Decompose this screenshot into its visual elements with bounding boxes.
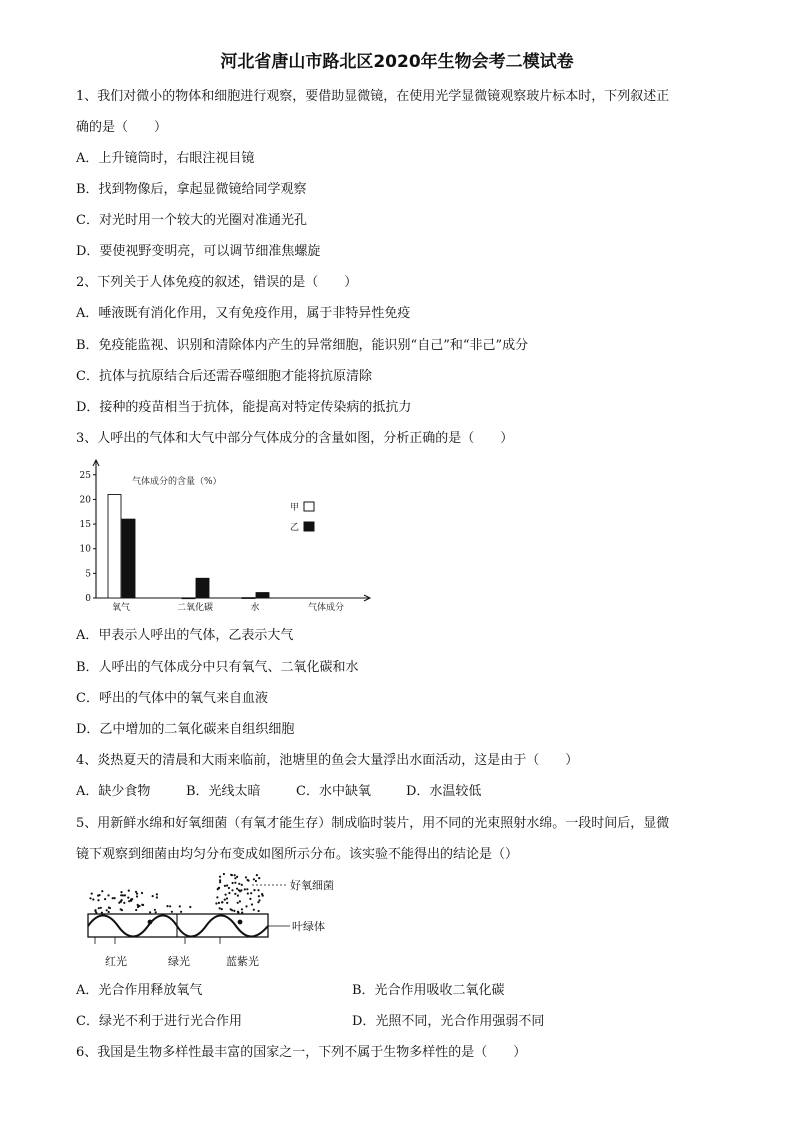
q2-option-d: D．接种的疫苗相当于抗体，能提高对特定传染病的抵抗力 [76,400,412,415]
q4-option-a: A．缺少食物 [76,784,151,799]
bacterium-dot [106,909,108,911]
bar-jia-2 [242,598,255,599]
bacterium-dot [226,902,228,904]
bacterium-dot [221,901,223,903]
bacterium-dot [244,888,246,890]
legend-swatch [304,522,314,531]
bacterium-dot [257,889,259,891]
bacterium-dot [234,893,236,895]
spirogyra-figure [80,872,370,972]
bacterium-dot [228,892,230,894]
q5-option-c: C．绿光不利于进行光合作用 [76,1014,242,1029]
bacterium-dot [100,907,102,909]
bacterium-dot [236,888,238,890]
q1-option-d: D．要使视野变明亮，可以调节细准焦螺旋 [76,244,321,259]
bar-jia-0 [108,495,121,599]
q2-option-a: A．唾液既有消化作用，又有免疫作用，属于非特异性免疫 [76,306,411,321]
q5-option-a: A．光合作用释放氧气 [76,983,203,998]
legend-swatch [304,502,314,511]
bacterium-dot [216,896,218,898]
bacterium-dot [91,893,93,895]
bacterium-dot [130,900,132,902]
bacterium-dot [121,909,123,911]
bacterium-dot [166,905,168,907]
bacterium-dot [219,876,221,878]
bacteria-dots [89,873,263,914]
bar-yi-2 [256,593,269,598]
bacterium-dot [219,907,221,909]
bacterium-dot [247,892,249,894]
legend-label: 乙 [290,523,300,533]
bacterium-dot [112,897,114,899]
bacterium-dot [233,910,235,912]
bacterium-dot [253,878,255,880]
q2-option-c: C．抗体与抗原结合后还需吞噬细胞才能将抗原清除 [76,369,372,384]
bacterium-dot [234,874,236,876]
q1-option-c: C．对光时用一个较大的光圈对准通光孔 [76,213,307,228]
bacterium-dot [253,909,255,911]
bacterium-dot [138,905,140,907]
bacterium-dot [107,894,109,896]
bacterium-dot [127,897,129,899]
bacterium-dot [234,882,236,884]
bacterium-dot [246,888,248,890]
bacterium-dot [171,911,173,913]
gas-composition-chart [70,455,380,620]
spiral-chloroplast [88,916,268,937]
bacterium-dot [250,892,252,894]
bacterium-dot [232,882,234,884]
bacterium-dot [247,880,249,882]
bacterium-dot [258,895,260,897]
page-title: 河北省唐山市路北区2020年生物会考二模试卷 [220,52,574,72]
x-category-label: 氧气 [111,603,131,613]
bacterium-dot [224,885,226,887]
spirogyra-filament [88,914,268,937]
bacterium-dot [108,907,110,909]
bacterium-dot [169,905,171,907]
bacterium-dot [239,900,241,902]
chart-xlabel: 气体成分 [308,603,345,613]
bacterium-dot [230,908,232,910]
q6-stem: 6、我国是生物多样性最丰富的国家之一，下列不属于生物多样性的是（ ） [76,1045,527,1060]
y-tick-label: 10 [79,544,91,555]
q1-stem-line1: 1、我们对微小的物体和细胞进行观察，要借助显微镜，在使用光学显微镜观察玻片标本时，下列叙述正 [76,89,670,104]
bacterium-dot [241,908,243,910]
bacterium-dot [141,892,143,894]
q3-option-b: B．人呼出的气体成分中只有氧气、二氧化碳和水 [76,660,359,675]
bacterium-dot [249,898,251,900]
chart-legend [290,502,314,533]
q4-option-c: C．水中缺氧 [296,784,371,799]
y-tick-label: 25 [79,470,91,481]
bacterium-dot [98,907,100,909]
bacterium-dot [217,888,219,890]
bar-yi-0 [122,519,135,598]
bacterium-dot [237,902,239,904]
bacterium-dot [237,895,239,897]
bacterium-dot [218,902,220,904]
bacterium-dot [245,876,247,878]
bacterium-dot [189,906,191,908]
legend-label: 甲 [290,503,300,513]
bar-yi-1 [196,578,209,598]
q3-stem: 3、人呼出的气体和大气中部分气体成分的含量如图，分析正确的是（ ） [76,431,514,446]
bacterium-dot [97,899,99,901]
bacterium-dot [89,897,91,899]
bacterium-dot [124,894,126,896]
bacterium-dot [226,884,228,886]
q4-option-b: B．光线太暗 [186,784,261,799]
bacterium-dot [251,903,253,905]
q1-option-b: B．找到物像后，拿起显微镜给同学观察 [76,182,307,197]
x-category-label: 二氧化碳 [176,603,214,613]
q5-stem-line1: 5、用新鲜水绵和好氧细菌（有氧才能生存）制成临时装片，用不同的光束照射水绵。一段时间后，显微 [76,816,670,831]
bacterium-dot [101,890,103,892]
bacterium-dot [179,905,181,907]
q2-option-b: B．免疫能监视、识别和清除体内产生的异常细胞，能识别“自己”和“非己”成分 [76,338,529,353]
bacterium-dot [155,911,157,913]
bacterium-dot [156,896,158,898]
bacterium-dot [123,902,125,904]
bacterium-dot [121,899,123,901]
bacterium-dot [239,890,241,892]
bacterium-dot [226,897,228,899]
q5-option-b: B．光合作用吸收二氧化碳 [352,983,505,998]
bacterium-dot [223,873,225,875]
bacterium-dot [255,880,257,882]
bacterium-dot [257,901,259,903]
x-category-label: 水 [250,603,260,613]
q1-stem-line2: 确的是（ ） [76,120,168,135]
bacterium-dot [225,894,227,896]
bar-jia-1 [182,598,195,599]
q1-option-a: A．上升镜筒时，右眼注视目镜 [76,151,255,166]
y-tick-label: 5 [85,569,91,580]
bacterium-dot [152,895,154,897]
q3-option-a: A．甲表示人呼出的气体，乙表示大气 [76,628,294,643]
bacterium-dot [122,894,124,896]
bacterium-dot [241,884,243,886]
bacterium-dot [136,893,138,895]
bacterium-dot [224,899,226,901]
light-green-label: 绿光 [168,955,190,968]
bacterium-dot [236,876,238,878]
q3-option-c: C．呼出的气体中的氧气来自血液 [76,691,268,706]
y-tick-label: 0 [85,594,91,604]
bacterium-dot [245,905,247,907]
bacterium-dot [231,889,233,891]
bacterium-dot [253,889,255,891]
bacterium-dot [98,894,100,896]
q4-option-d: D．水温较低 [406,784,482,799]
bacterium-dot [256,874,258,876]
bacterium-dot [234,877,236,879]
bacterium-dot [92,898,94,900]
bacterium-dot [120,891,122,893]
y-tick-label: 20 [79,495,91,506]
bacterium-dot [261,893,263,895]
chart-bars [108,495,269,599]
bacterium-dot [114,897,116,899]
bacterium-dot [238,883,240,885]
q5-option-d: D．光照不同，光合作用强弱不同 [352,1014,545,1029]
bacterium-dot [219,881,221,883]
label-aerobic-bacteria: 好氧细菌 [290,879,334,892]
bacterium-dot [231,874,233,876]
bacterium-dot [104,898,106,900]
bacterium-dot [108,911,110,913]
bacterium-dot [135,909,137,911]
q3-option-d: D．乙中增加的二氧化碳来自组织细胞 [76,722,295,737]
bacterium-dot [156,893,158,895]
bacterium-dot [149,911,151,913]
bacterium-dot [136,895,138,897]
q5-stem-line2: 镜下观察到细菌由均匀分布变成如图所示分布。该实验不能得出的结论是（） [76,847,519,862]
light-blue-violet-label: 蓝紫光 [226,955,259,968]
q4-stem: 4、炎热夏天的清晨和大雨来临前，池塘里的鱼会大量浮出水面活动，这是由于（ ） [76,753,579,768]
bacterium-dot [180,911,182,913]
bacterium-dot [258,910,260,912]
chart-title: 气体成分的含量（%） [132,477,222,487]
bacterium-dot [258,877,260,879]
q2-stem: 2、下列关于人体免疫的叙述，错误的是（ ） [76,275,358,290]
bacterium-dot [221,908,223,910]
y-tick-label: 15 [79,520,91,531]
light-red-label: 红光 [105,955,127,968]
bacterium-dot [154,909,156,911]
bacterium-dot [141,904,143,906]
label-chloroplast: 叶绿体 [292,920,325,933]
bacterium-dot [228,887,230,889]
bacterium-dot [128,890,130,892]
bacterium-dot [215,902,217,904]
